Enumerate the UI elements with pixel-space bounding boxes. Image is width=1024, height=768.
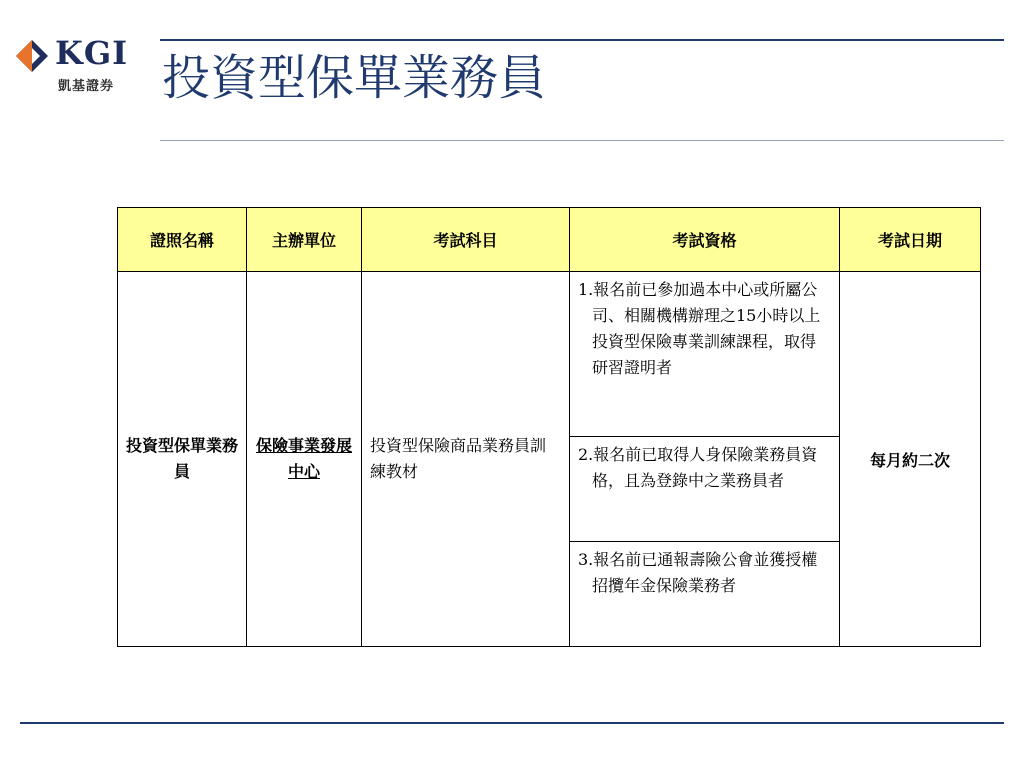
- exam-date-cell: 每月約二次: [840, 272, 981, 647]
- exam-subject-cell: 投資型保險商品業務員訓練教材: [362, 272, 570, 647]
- kgi-logo-icon: [16, 40, 48, 72]
- organizer-cell[interactable]: [247, 272, 362, 647]
- header-exam-subject: 考試科目: [362, 208, 570, 272]
- qualification-item: 1.報名前已參加過本中心或所屬公司、相關機構辦理之15小時以上投資型保險專業訓練課程，取得研習證明者: [578, 280, 821, 377]
- qualification-item: 3.報名前已通報壽險公會並獲授權招攬年金保險業務者: [578, 550, 818, 595]
- title-rule-top: [160, 39, 1004, 41]
- qualification-cell-3: [570, 542, 840, 647]
- kgi-logo: [16, 36, 136, 96]
- qualification-cell-2: [570, 437, 840, 542]
- header-license-name: 證照名稱: [118, 208, 247, 272]
- header-qualifications: 考試資格: [570, 208, 840, 272]
- license-table: [117, 207, 981, 647]
- qualification-cell-1: [570, 272, 840, 437]
- footer-rule: [20, 722, 1004, 724]
- logo-text: KGI: [55, 34, 129, 72]
- organizer-link[interactable]: 保險事業發展中心: [255, 436, 352, 481]
- table-header-row: [118, 208, 981, 272]
- header-organizer: 主辦單位: [247, 208, 362, 272]
- page-title: 投資型保單業務員: [162, 50, 547, 106]
- table-row: [118, 272, 981, 437]
- logo-subtitle: 凱基證券: [58, 79, 115, 94]
- title-rule-bottom: [160, 140, 1004, 141]
- license-name-cell: 投資型保單業務員: [118, 272, 247, 647]
- qualification-item: 2.報名前已取得人身保險業務員資格，且為登錄中之業務員者: [578, 445, 818, 490]
- header-exam-date: 考試日期: [840, 208, 981, 272]
